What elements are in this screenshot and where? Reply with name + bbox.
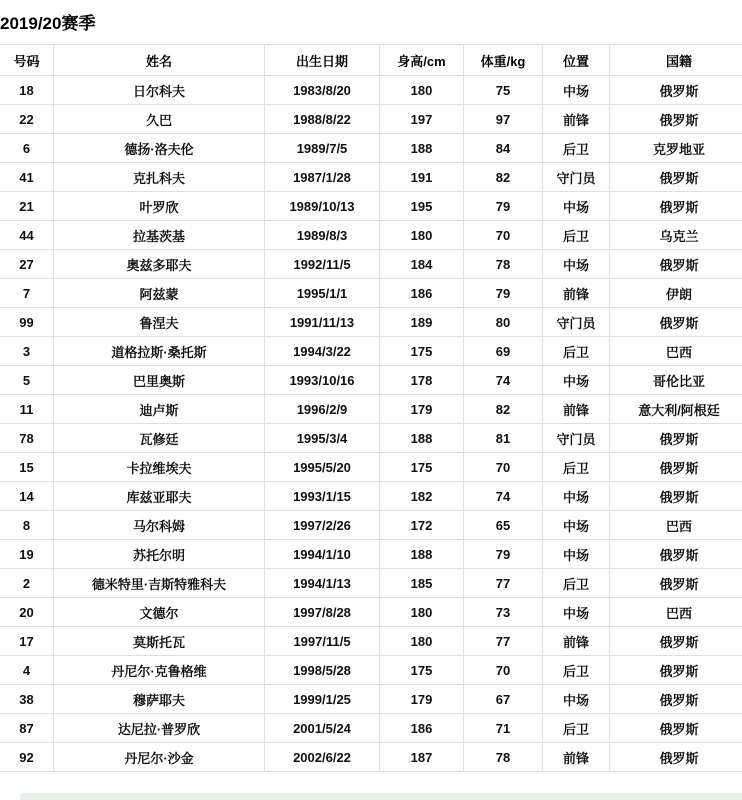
cell-nationality: 巴西 <box>610 337 742 366</box>
cell-number: 38 <box>0 685 54 714</box>
table-row <box>0 598 742 627</box>
cell-weight: 79 <box>464 192 543 221</box>
table-row <box>0 656 742 685</box>
cell-number: 78 <box>0 424 54 453</box>
cell-number: 22 <box>0 105 54 134</box>
cell-height: 186 <box>380 714 464 743</box>
column-header-weight: 体重/kg <box>464 45 543 76</box>
cell-nationality: 俄罗斯 <box>610 714 742 743</box>
cell-name: 库兹亚耶夫 <box>54 482 265 511</box>
cell-height: 179 <box>380 685 464 714</box>
cell-birth_date: 1993/10/16 <box>265 366 380 395</box>
cell-number: 7 <box>0 279 54 308</box>
cell-name: 拉基茨基 <box>54 221 265 250</box>
cell-name: 日尔科夫 <box>54 76 265 105</box>
cell-name: 巴里奥斯 <box>54 366 265 395</box>
cell-position: 前锋 <box>543 395 610 424</box>
cell-birth_date: 1992/11/5 <box>265 250 380 279</box>
cell-name: 道格拉斯·桑托斯 <box>54 337 265 366</box>
cell-weight: 75 <box>464 76 543 105</box>
cell-height: 175 <box>380 656 464 685</box>
cell-position: 中场 <box>543 482 610 511</box>
cell-weight: 79 <box>464 540 543 569</box>
cell-number: 3 <box>0 337 54 366</box>
cell-name: 阿兹蒙 <box>54 279 265 308</box>
cell-height: 178 <box>380 366 464 395</box>
table-row <box>0 627 742 656</box>
cell-number: 21 <box>0 192 54 221</box>
cell-birth_date: 1997/11/5 <box>265 627 380 656</box>
cell-nationality: 俄罗斯 <box>610 453 742 482</box>
cell-number: 20 <box>0 598 54 627</box>
cell-number: 17 <box>0 627 54 656</box>
cell-position: 中场 <box>543 76 610 105</box>
column-header-number: 号码 <box>0 45 54 76</box>
cell-position: 前锋 <box>543 279 610 308</box>
cell-height: 191 <box>380 163 464 192</box>
cell-nationality: 巴西 <box>610 598 742 627</box>
cell-weight: 70 <box>464 656 543 685</box>
table-row <box>0 569 742 598</box>
cell-height: 180 <box>380 627 464 656</box>
cell-height: 189 <box>380 308 464 337</box>
cell-name: 莫斯托瓦 <box>54 627 265 656</box>
cell-weight: 69 <box>464 337 543 366</box>
cell-birth_date: 1988/8/22 <box>265 105 380 134</box>
cell-birth_date: 2001/5/24 <box>265 714 380 743</box>
cell-weight: 71 <box>464 714 543 743</box>
table-row <box>0 337 742 366</box>
table-row <box>0 163 742 192</box>
cell-height: 180 <box>380 76 464 105</box>
cell-birth_date: 1997/8/28 <box>265 598 380 627</box>
cell-position: 后卫 <box>543 453 610 482</box>
column-header-height: 身高/cm <box>380 45 464 76</box>
table-row <box>0 221 742 250</box>
cell-position: 中场 <box>543 366 610 395</box>
cell-weight: 74 <box>464 366 543 395</box>
cell-birth_date: 1996/2/9 <box>265 395 380 424</box>
cell-birth_date: 1997/2/26 <box>265 511 380 540</box>
table-body <box>0 76 742 772</box>
cell-nationality: 俄罗斯 <box>610 743 742 772</box>
cell-weight: 67 <box>464 685 543 714</box>
cell-position: 后卫 <box>543 656 610 685</box>
cell-weight: 82 <box>464 163 543 192</box>
cell-nationality: 俄罗斯 <box>610 105 742 134</box>
cell-number: 27 <box>0 250 54 279</box>
cell-position: 后卫 <box>543 221 610 250</box>
cell-height: 188 <box>380 134 464 163</box>
table-row <box>0 511 742 540</box>
cell-birth_date: 1991/11/13 <box>265 308 380 337</box>
cell-nationality: 俄罗斯 <box>610 569 742 598</box>
table-row <box>0 395 742 424</box>
cell-number: 5 <box>0 366 54 395</box>
cell-nationality: 俄罗斯 <box>610 76 742 105</box>
cell-height: 195 <box>380 192 464 221</box>
cell-position: 后卫 <box>543 714 610 743</box>
cell-position: 中场 <box>543 250 610 279</box>
cell-position: 后卫 <box>543 337 610 366</box>
cell-height: 185 <box>380 569 464 598</box>
roster-table <box>0 44 742 772</box>
cell-number: 18 <box>0 76 54 105</box>
table-row <box>0 76 742 105</box>
table-row <box>0 279 742 308</box>
cell-weight: 78 <box>464 743 543 772</box>
cell-number: 14 <box>0 482 54 511</box>
cell-number: 87 <box>0 714 54 743</box>
cell-name: 久巴 <box>54 105 265 134</box>
cell-height: 186 <box>380 279 464 308</box>
table-header <box>0 45 742 76</box>
cell-birth_date: 1994/3/22 <box>265 337 380 366</box>
cell-weight: 97 <box>464 105 543 134</box>
cell-nationality: 俄罗斯 <box>610 685 742 714</box>
table-row <box>0 308 742 337</box>
cell-nationality: 俄罗斯 <box>610 192 742 221</box>
season-title: 2019/20赛季 <box>0 14 96 33</box>
cell-name: 迪卢斯 <box>54 395 265 424</box>
cell-height: 172 <box>380 511 464 540</box>
cell-birth_date: 1989/8/3 <box>265 221 380 250</box>
cell-name: 达尼拉·普罗欣 <box>54 714 265 743</box>
column-header-birth_date: 出生日期 <box>265 45 380 76</box>
cell-weight: 79 <box>464 279 543 308</box>
cell-position: 中场 <box>543 192 610 221</box>
table-row <box>0 540 742 569</box>
cell-birth_date: 1995/3/4 <box>265 424 380 453</box>
cell-name: 鲁涅夫 <box>54 308 265 337</box>
cell-position: 守门员 <box>543 163 610 192</box>
cell-birth_date: 1989/10/13 <box>265 192 380 221</box>
cell-birth_date: 1994/1/13 <box>265 569 380 598</box>
cell-height: 180 <box>380 598 464 627</box>
cell-birth_date: 2002/6/22 <box>265 743 380 772</box>
cell-weight: 77 <box>464 627 543 656</box>
cell-name: 瓦修廷 <box>54 424 265 453</box>
cell-weight: 80 <box>464 308 543 337</box>
cell-birth_date: 1995/5/20 <box>265 453 380 482</box>
column-header-name: 姓名 <box>54 45 265 76</box>
cell-nationality: 乌克兰 <box>610 221 742 250</box>
cell-position: 中场 <box>543 511 610 540</box>
cell-height: 182 <box>380 482 464 511</box>
table-row <box>0 714 742 743</box>
cell-height: 175 <box>380 453 464 482</box>
cell-position: 后卫 <box>543 569 610 598</box>
cell-name: 德扬·洛夫伦 <box>54 134 265 163</box>
cell-height: 188 <box>380 424 464 453</box>
table-row <box>0 250 742 279</box>
cell-height: 175 <box>380 337 464 366</box>
next-section-bar <box>20 793 742 800</box>
cell-weight: 74 <box>464 482 543 511</box>
cell-birth_date: 1994/1/10 <box>265 540 380 569</box>
cell-weight: 70 <box>464 221 543 250</box>
cell-name: 奥兹多耶夫 <box>54 250 265 279</box>
cell-name: 德米特里·吉斯特雅科夫 <box>54 569 265 598</box>
table-row <box>0 482 742 511</box>
cell-height: 184 <box>380 250 464 279</box>
cell-nationality: 俄罗斯 <box>610 424 742 453</box>
cell-weight: 73 <box>464 598 543 627</box>
cell-weight: 84 <box>464 134 543 163</box>
cell-position: 守门员 <box>543 308 610 337</box>
cell-position: 前锋 <box>543 627 610 656</box>
table-row <box>0 743 742 772</box>
table-row <box>0 134 742 163</box>
cell-birth_date: 1987/1/28 <box>265 163 380 192</box>
cell-number: 92 <box>0 743 54 772</box>
cell-number: 19 <box>0 540 54 569</box>
cell-position: 前锋 <box>543 105 610 134</box>
cell-weight: 77 <box>464 569 543 598</box>
cell-position: 中场 <box>543 540 610 569</box>
cell-name: 丹尼尔·沙金 <box>54 743 265 772</box>
cell-position: 后卫 <box>543 134 610 163</box>
cell-height: 187 <box>380 743 464 772</box>
cell-name: 丹尼尔·克鲁格维 <box>54 656 265 685</box>
cell-position: 前锋 <box>543 743 610 772</box>
cell-number: 99 <box>0 308 54 337</box>
cell-nationality: 俄罗斯 <box>610 656 742 685</box>
cell-name: 穆萨耶夫 <box>54 685 265 714</box>
cell-number: 11 <box>0 395 54 424</box>
cell-nationality: 俄罗斯 <box>610 250 742 279</box>
table-row <box>0 366 742 395</box>
cell-position: 中场 <box>543 598 610 627</box>
cell-number: 15 <box>0 453 54 482</box>
cell-number: 8 <box>0 511 54 540</box>
cell-number: 2 <box>0 569 54 598</box>
cell-nationality: 巴西 <box>610 511 742 540</box>
table-row <box>0 424 742 453</box>
cell-nationality: 俄罗斯 <box>610 627 742 656</box>
cell-height: 188 <box>380 540 464 569</box>
cell-position: 守门员 <box>543 424 610 453</box>
cell-nationality: 克罗地亚 <box>610 134 742 163</box>
cell-height: 180 <box>380 221 464 250</box>
cell-nationality: 哥伦比亚 <box>610 366 742 395</box>
cell-name: 马尔科姆 <box>54 511 265 540</box>
cell-nationality: 俄罗斯 <box>610 308 742 337</box>
cell-nationality: 俄罗斯 <box>610 163 742 192</box>
cell-name: 苏托尔明 <box>54 540 265 569</box>
cell-birth_date: 1983/8/20 <box>265 76 380 105</box>
cell-weight: 78 <box>464 250 543 279</box>
cell-name: 叶罗欣 <box>54 192 265 221</box>
cell-weight: 82 <box>464 395 543 424</box>
cell-number: 6 <box>0 134 54 163</box>
cell-name: 文德尔 <box>54 598 265 627</box>
cell-weight: 65 <box>464 511 543 540</box>
cell-name: 卡拉维埃夫 <box>54 453 265 482</box>
column-header-nationality: 国籍 <box>610 45 742 76</box>
table-header-row <box>0 45 742 76</box>
cell-birth_date: 1999/1/25 <box>265 685 380 714</box>
table-row <box>0 105 742 134</box>
table-row <box>0 685 742 714</box>
cell-number: 41 <box>0 163 54 192</box>
cell-weight: 70 <box>464 453 543 482</box>
cell-number: 4 <box>0 656 54 685</box>
cell-weight: 81 <box>464 424 543 453</box>
table-row <box>0 192 742 221</box>
cell-nationality: 俄罗斯 <box>610 540 742 569</box>
cell-birth_date: 1989/7/5 <box>265 134 380 163</box>
cell-nationality: 意大利/阿根廷 <box>610 395 742 424</box>
cell-number: 44 <box>0 221 54 250</box>
cell-nationality: 伊朗 <box>610 279 742 308</box>
cell-height: 197 <box>380 105 464 134</box>
cell-nationality: 俄罗斯 <box>610 482 742 511</box>
table-row <box>0 453 742 482</box>
cell-position: 中场 <box>543 685 610 714</box>
cell-height: 179 <box>380 395 464 424</box>
cell-birth_date: 1998/5/28 <box>265 656 380 685</box>
cell-birth_date: 1993/1/15 <box>265 482 380 511</box>
cell-birth_date: 1995/1/1 <box>265 279 380 308</box>
column-header-position: 位置 <box>543 45 610 76</box>
cell-name: 克扎科夫 <box>54 163 265 192</box>
